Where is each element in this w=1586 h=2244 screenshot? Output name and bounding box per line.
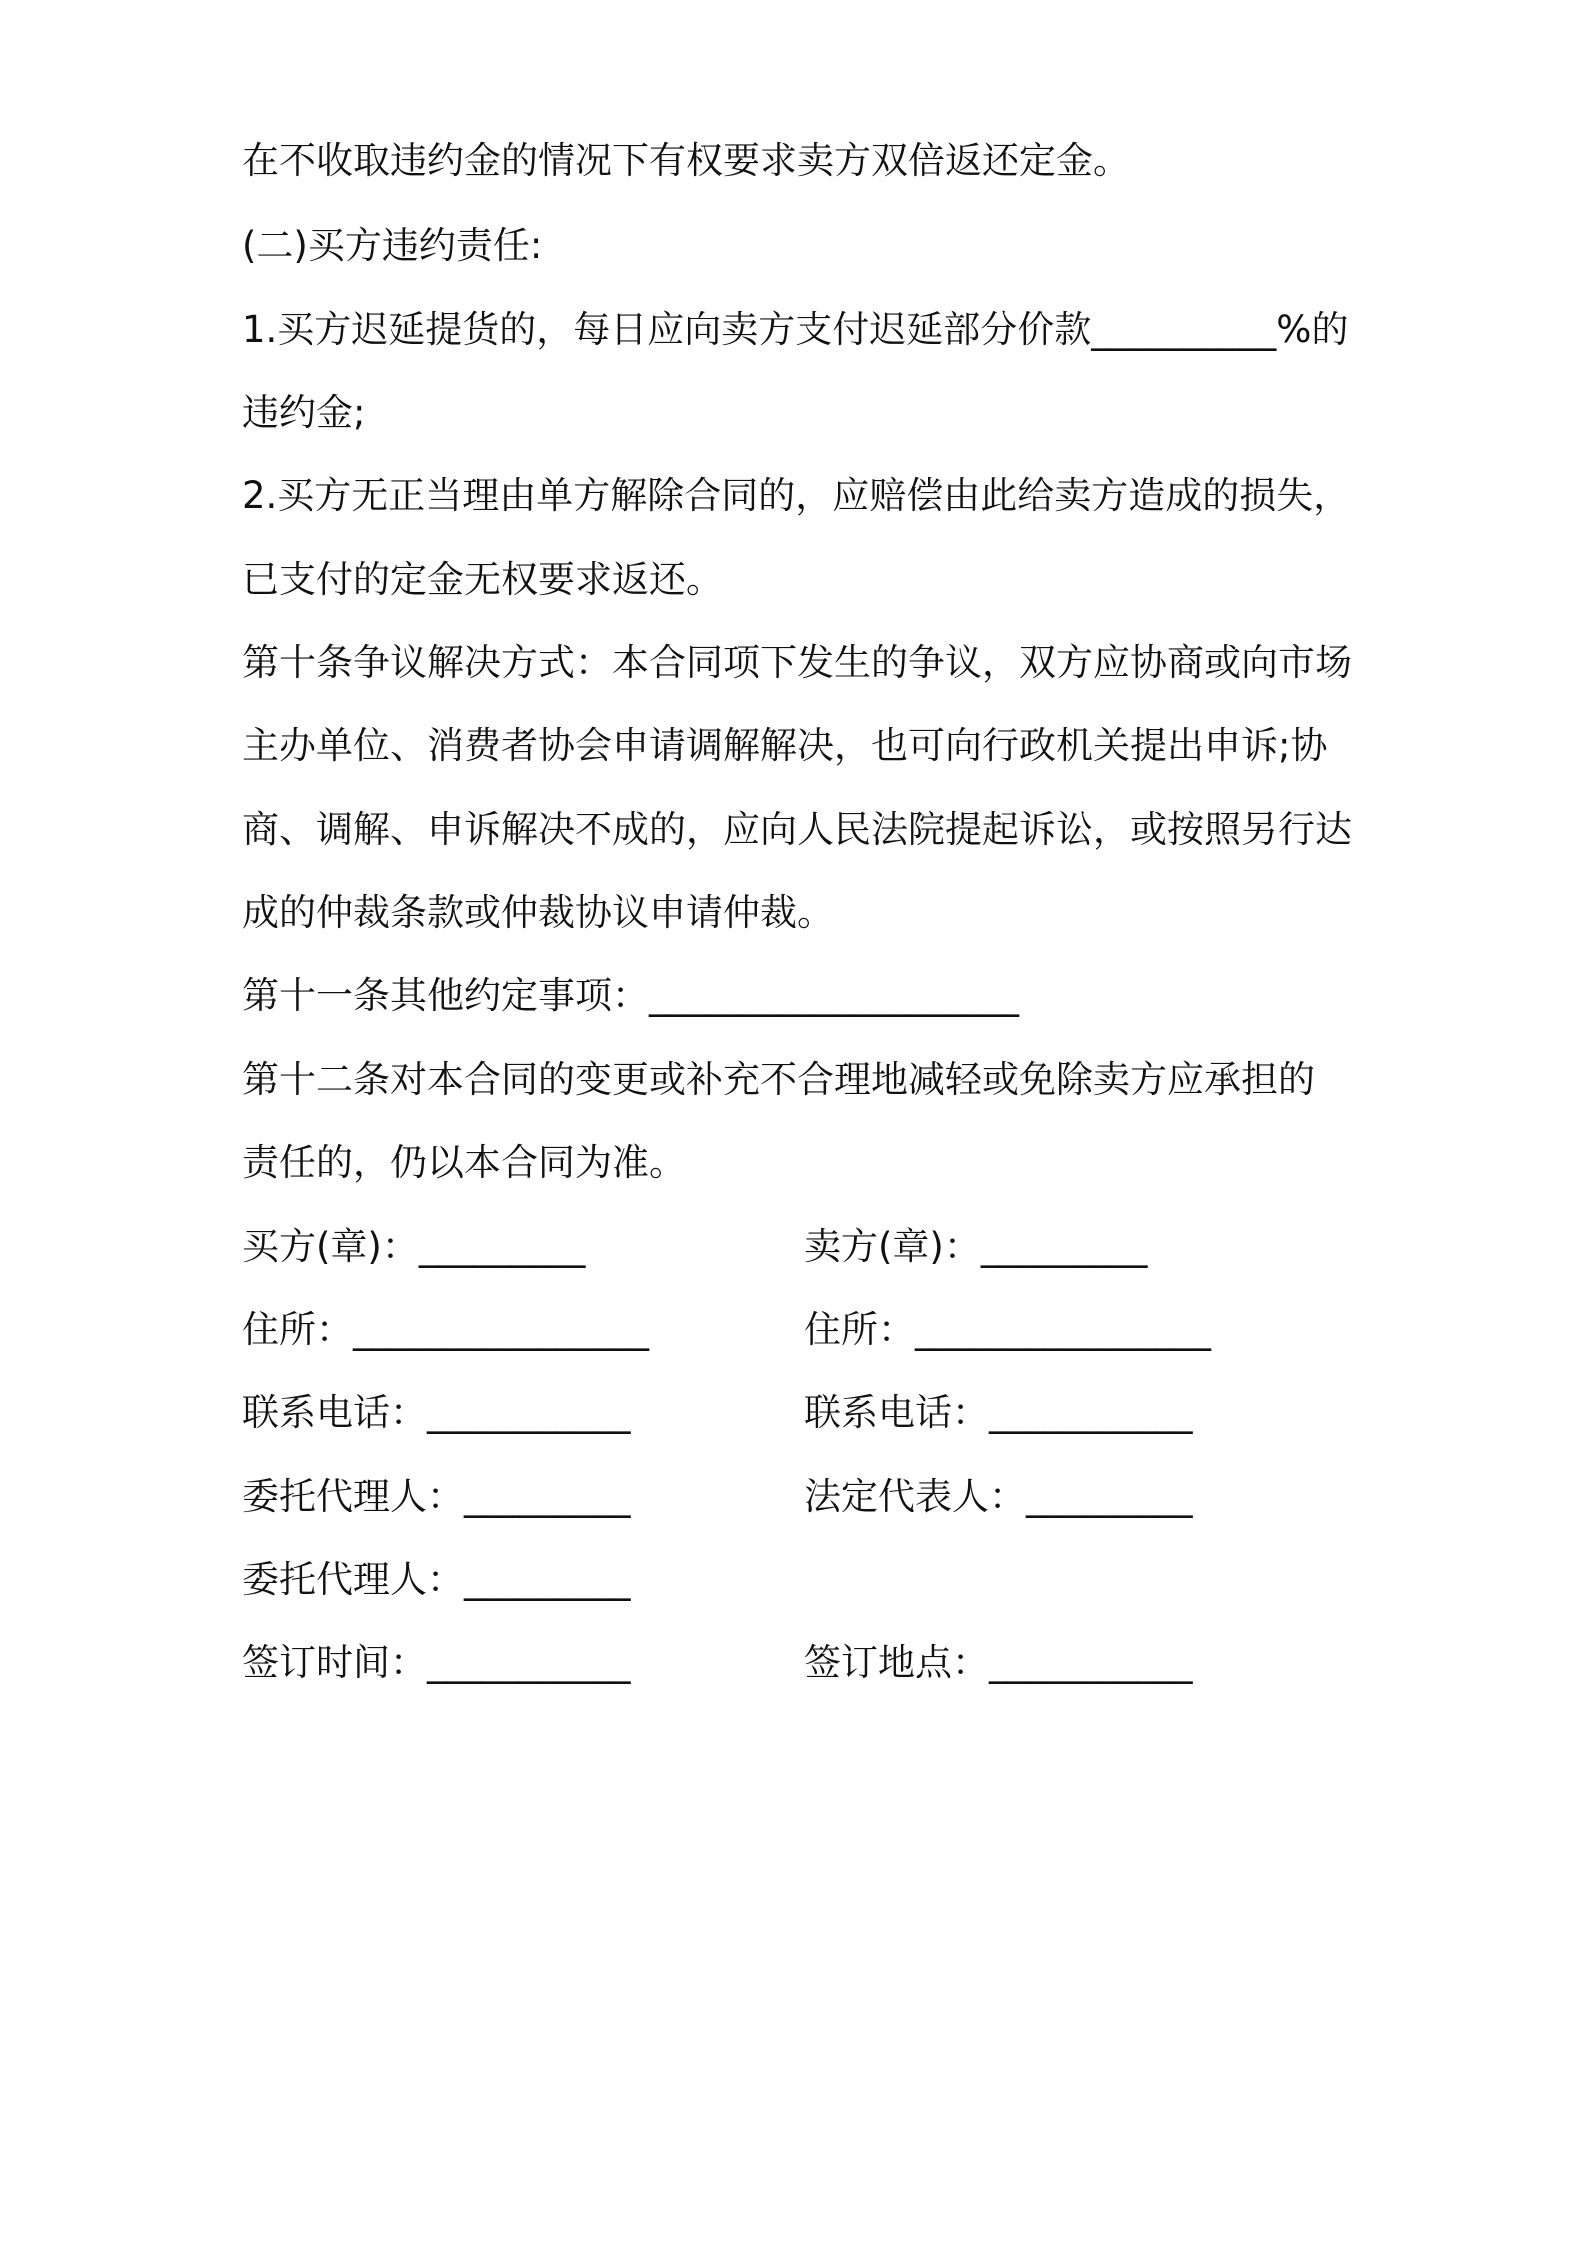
buyer-seal-field: 买方(章)：_________ (242, 1225, 586, 1268)
paragraph-line: 成的仲裁条款或仲裁协议申请仲裁。 (242, 891, 834, 934)
paragraph-line: 在不收取违约金的情况下有权要求卖方双倍返还定金。 (242, 139, 1130, 182)
signing-time-field: 签订时间：___________ (242, 1641, 631, 1684)
buyer-phone-field: 联系电话：___________ (242, 1391, 631, 1434)
seller-address-field: 住所：________________ (804, 1308, 1211, 1351)
paragraph-line: 2.买方无正当理由单方解除合同的，应赔偿由此给卖方造成的损失， (242, 474, 1351, 517)
paragraph-line: 第十二条对本合同的变更或补充不合理地减轻或免除卖方应承担的 (242, 1058, 1315, 1101)
seller-legal-rep-field: 法定代表人：_________ (804, 1475, 1193, 1518)
paragraph-line: 已支付的定金无权要求返还。 (242, 558, 723, 601)
paragraph-line: 1.买方迟延提货的，每日应向卖方支付迟延部分价款__________%的 (242, 308, 1349, 351)
seller-seal-field: 卖方(章)：_________ (804, 1225, 1148, 1268)
paragraph-line: 责任的，仍以本合同为准。 (242, 1141, 686, 1184)
buyer-agent-field-2: 委托代理人：_________ (242, 1558, 631, 1601)
signing-place-field: 签订地点：___________ (804, 1641, 1193, 1684)
buyer-agent-field: 委托代理人：_________ (242, 1475, 631, 1518)
buyer-address-field: 住所：________________ (242, 1308, 649, 1351)
paragraph-line: 违约金; (242, 391, 366, 434)
paragraph-line: 主办单位、消费者协会申请调解解决，也可向行政机关提出申诉;协 (242, 724, 1328, 767)
paragraph-line: 第十一条其他约定事项：____________________ (242, 974, 1019, 1017)
seller-phone-field: 联系电话：___________ (804, 1391, 1193, 1434)
paragraph-line: 第十条争议解决方式：本合同项下发生的争议，双方应协商或向市场 (242, 641, 1352, 684)
paragraph-line: 商、调解、申诉解决不成的，应向人民法院提起诉讼，或按照另行达 (242, 808, 1352, 851)
section-heading: (二)买方违约责任: (242, 224, 543, 267)
